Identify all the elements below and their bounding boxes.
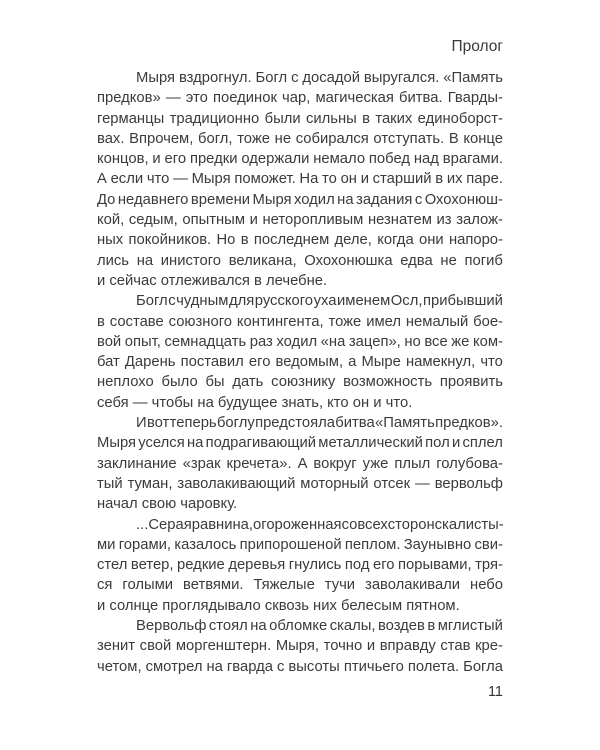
page-number-label: 11 (487, 684, 503, 700)
text-line (97, 68, 503, 88)
word: заволакивающий (177, 475, 296, 492)
word: были (264, 110, 301, 127)
word: Осл, (390, 293, 423, 310)
word: «зрак (182, 455, 221, 472)
word: под (344, 557, 370, 574)
text-line (97, 210, 503, 230)
word: бат (97, 354, 120, 371)
word: горами, (118, 536, 172, 553)
word: союзного (168, 313, 233, 330)
text-line (97, 169, 503, 189)
word: И (136, 415, 147, 432)
word: всех (357, 516, 388, 533)
text-line (97, 88, 503, 108)
word: Впрочем, (129, 130, 194, 147)
word: кречета». (226, 455, 292, 472)
text-line (97, 535, 503, 555)
word: Мыря (97, 435, 137, 452)
word: он (340, 171, 357, 188)
word: и (360, 171, 369, 188)
word: и (249, 212, 258, 229)
word: их (446, 171, 463, 188)
paragraph (97, 616, 503, 677)
word: для (228, 293, 255, 310)
word: стел (97, 557, 128, 574)
word: вах. (97, 130, 125, 147)
word: бое- (473, 313, 503, 330)
word: предки (189, 151, 238, 168)
word: его (248, 354, 271, 371)
word: теперь (169, 415, 217, 432)
word: дать (232, 374, 264, 391)
word: птичьего (343, 658, 404, 675)
word: небо (470, 577, 503, 594)
word: с (291, 70, 299, 86)
word: вправду (379, 638, 436, 655)
word: проявить (439, 374, 503, 391)
text-line (97, 575, 503, 595)
word: ...Серая (136, 516, 192, 533)
word: ходил (276, 333, 318, 350)
word: До (97, 191, 116, 208)
word: мглистый (437, 618, 503, 635)
word: побед (368, 151, 411, 168)
word: и (152, 151, 161, 168)
text-line: начал свою чаровку. (97, 496, 238, 513)
text-line (97, 291, 503, 311)
word: сви- (474, 536, 503, 553)
word: немало (313, 151, 366, 168)
word: из (436, 212, 452, 229)
text-line: себя — чтобы на будущее знать, кто он и что. (97, 394, 413, 411)
text-line (97, 352, 503, 372)
word: досадой (302, 70, 360, 86)
word: опыт, (124, 333, 161, 350)
word: «Память (375, 415, 435, 432)
word: паре. (466, 171, 503, 188)
word: вот (146, 415, 170, 432)
word: гварда (226, 658, 273, 675)
word: русского (254, 293, 314, 310)
word: Мыря (136, 70, 176, 86)
word: с (414, 191, 423, 208)
word: в (362, 110, 370, 127)
word: вздрогнул. (178, 70, 252, 86)
word: незнатем (367, 212, 432, 229)
word: вой (97, 333, 122, 350)
word: бы (205, 374, 225, 391)
word: редкие (177, 557, 225, 574)
word: на (136, 252, 154, 269)
word: тоже (237, 130, 270, 147)
word: же (451, 333, 470, 350)
word: В (448, 130, 459, 147)
word: плыл (394, 455, 431, 472)
word: Вервольф (136, 618, 207, 635)
word: собирался (295, 130, 369, 147)
word: равнина, (191, 516, 254, 533)
word: — (165, 90, 181, 107)
word: припорошеной (239, 536, 342, 553)
word: Мыря, (275, 638, 319, 655)
word: уже (362, 455, 389, 472)
word: на (206, 658, 223, 675)
word: точно (323, 638, 363, 655)
word: напоро- (448, 232, 503, 249)
word: ся (97, 577, 113, 594)
text-line (97, 474, 503, 494)
word: с (276, 658, 285, 675)
word: на (250, 618, 267, 635)
word: уселся (138, 435, 185, 452)
word: союзнику (271, 374, 336, 391)
text-line (97, 129, 503, 149)
page-header (97, 37, 503, 57)
text-line (97, 372, 503, 392)
word: но (404, 333, 421, 350)
word: неплохо (97, 374, 154, 391)
word: зенит (97, 638, 136, 655)
word: свой (139, 638, 172, 655)
word: и (366, 638, 376, 655)
word: Охохонюш- (424, 191, 503, 208)
word: Богл (136, 293, 168, 310)
word: именем (337, 293, 391, 310)
word: времени (190, 191, 251, 208)
word: все (424, 333, 448, 350)
text-line (97, 190, 503, 210)
text-line (97, 433, 503, 453)
paragraph (97, 413, 503, 514)
word: Мыря (191, 171, 231, 188)
word: одержали (241, 151, 310, 168)
word: залож- (456, 212, 503, 229)
word: его (164, 151, 187, 168)
word: богл, (198, 130, 233, 147)
word: его (372, 557, 395, 574)
word: предков» (97, 90, 161, 107)
word: «на (320, 333, 346, 350)
word: ми (97, 536, 116, 553)
word: последнем (253, 232, 330, 249)
word: На (299, 171, 319, 188)
word: если (110, 171, 144, 188)
word: казалось (174, 536, 237, 553)
text-line (97, 230, 503, 250)
word: а (348, 354, 357, 371)
word: А (297, 455, 308, 472)
word: А (97, 171, 107, 188)
word: на (337, 191, 354, 208)
word: покойников. (128, 232, 212, 249)
word: контингента, (236, 313, 324, 330)
word: германцы (97, 110, 165, 127)
word: врагами. (442, 151, 503, 168)
word: боглу (216, 415, 255, 432)
word: возможность (343, 374, 433, 391)
word: «Память (443, 70, 503, 86)
word: ветвями. (183, 577, 244, 594)
page-number-area (97, 682, 503, 702)
word: единоборст- (417, 110, 503, 127)
word: поставил (180, 354, 244, 371)
word: инистого (160, 252, 222, 269)
word: не (440, 252, 457, 269)
text-line (97, 636, 503, 656)
word: тря- (475, 557, 503, 574)
word: со (341, 516, 358, 533)
word: битва (335, 415, 375, 432)
word: смотрел (145, 658, 203, 675)
word: Дарень (124, 354, 176, 371)
word: лись (97, 252, 130, 269)
word: воздев (377, 618, 425, 635)
word: то (322, 171, 337, 188)
word: сплел (462, 435, 503, 452)
word: высоты (288, 658, 340, 675)
word: став (440, 638, 471, 655)
word: Заунывно (403, 536, 472, 553)
word: пол (425, 435, 450, 452)
word: едва (400, 252, 433, 269)
word: голыми (122, 577, 174, 594)
text-line (97, 515, 503, 535)
word: голубова- (436, 455, 503, 472)
word: седым, (128, 212, 178, 229)
word: Богл (255, 70, 288, 86)
word: заволакивали (365, 577, 461, 594)
word: гнулись (288, 557, 342, 574)
page-body (97, 68, 503, 677)
text-line (97, 332, 503, 352)
word: магическая (315, 90, 394, 107)
word: кре- (475, 638, 503, 655)
word: пеплом. (344, 536, 401, 553)
paragraph (97, 515, 503, 616)
text-line (97, 149, 503, 169)
word: старший (372, 171, 432, 188)
word: тый (97, 475, 123, 492)
word: сильны (305, 110, 357, 127)
word: вервольф (434, 475, 503, 492)
word: отступать. (373, 130, 445, 147)
text-line (97, 454, 503, 474)
word: — (173, 171, 188, 188)
word: над (413, 151, 439, 168)
word: недавнего (117, 191, 189, 208)
word: и (451, 435, 461, 452)
word: великана, (228, 252, 297, 269)
word: концов, (97, 151, 149, 168)
word: погиб (464, 252, 503, 269)
word: тучи (324, 577, 356, 594)
text-line: и сейчас отлеживался в лечебне. (97, 272, 328, 289)
word: Мыря (252, 191, 292, 208)
word: ком- (472, 333, 503, 350)
word: это (185, 90, 208, 107)
word: в (97, 313, 105, 330)
word: конце (463, 130, 503, 147)
word: чудным (176, 293, 229, 310)
paragraph (97, 291, 503, 413)
text-line (97, 312, 503, 332)
word: деревья (228, 557, 286, 574)
word: что (146, 171, 170, 188)
word: поможет. (234, 171, 296, 188)
text-line: и солнце проглядывало сквозь них белесым пятном. (97, 597, 460, 614)
word: моргенштерн. (175, 638, 272, 655)
word: стоял (208, 618, 248, 635)
word: когда (377, 232, 414, 249)
word: металлический (318, 435, 423, 452)
word: с (168, 293, 176, 310)
word: таких (375, 110, 413, 127)
text-line (97, 109, 503, 129)
word: опытным (182, 212, 245, 229)
chapter-header-label: Пролог (451, 38, 503, 55)
word: ных (97, 232, 124, 249)
word: выругался. (363, 70, 440, 86)
word: скалы, (329, 618, 376, 635)
word: сторон (387, 516, 435, 533)
text-line (97, 251, 503, 271)
word: моторный (300, 475, 369, 492)
word: Тяжелые (253, 577, 315, 594)
word: раз (249, 333, 273, 350)
text-line (97, 657, 503, 677)
word: предстояла (255, 415, 335, 432)
word: составе (109, 313, 164, 330)
word: деле, (334, 232, 372, 249)
word: скалисты- (434, 516, 504, 533)
text-line (97, 616, 503, 636)
paragraph (97, 68, 503, 291)
word: ведомым, (275, 354, 344, 371)
word: в (427, 618, 436, 635)
word: что (480, 354, 503, 371)
word: немалый (405, 313, 469, 330)
word: намекнул, (405, 354, 476, 371)
word: ветер, (130, 557, 174, 574)
word: отсек (373, 475, 411, 492)
word: традиционно (169, 110, 260, 127)
word: прибывший (423, 293, 503, 310)
word: Охохонюшка (304, 252, 393, 269)
word: в (435, 171, 444, 188)
word: поединок (213, 90, 277, 107)
word: обломке (269, 618, 328, 635)
word: в (240, 232, 249, 249)
word: задания (356, 191, 413, 208)
word: на (186, 435, 204, 452)
word: предков». (435, 415, 503, 432)
word: Гварды- (447, 90, 503, 107)
word: подрагивающий (205, 435, 317, 452)
word: имел (366, 313, 401, 330)
word: тоже (328, 313, 362, 330)
word: огороженная (253, 516, 342, 533)
text-line (97, 413, 503, 433)
word: не (274, 130, 292, 147)
word: уха (313, 293, 337, 310)
word: заклинание (97, 455, 177, 472)
word: Богла (463, 658, 503, 675)
word: кой, (97, 212, 125, 229)
text-line (97, 555, 503, 575)
word: порывами, (398, 557, 472, 574)
word: битва. (399, 90, 443, 107)
word: полета. (407, 658, 460, 675)
word: туман, (127, 475, 173, 492)
word: Мыре (361, 354, 401, 371)
word: было (161, 374, 198, 391)
word: неторопливым (262, 212, 364, 229)
word: зацеп», (348, 333, 401, 350)
word: семнадцать (164, 333, 247, 350)
word: четом, (97, 658, 142, 675)
word: вокруг (313, 455, 357, 472)
word: ходил (294, 191, 335, 208)
word: чар, (282, 90, 311, 107)
word: Но (216, 232, 236, 249)
word: — (414, 475, 430, 492)
word: они (418, 232, 444, 249)
